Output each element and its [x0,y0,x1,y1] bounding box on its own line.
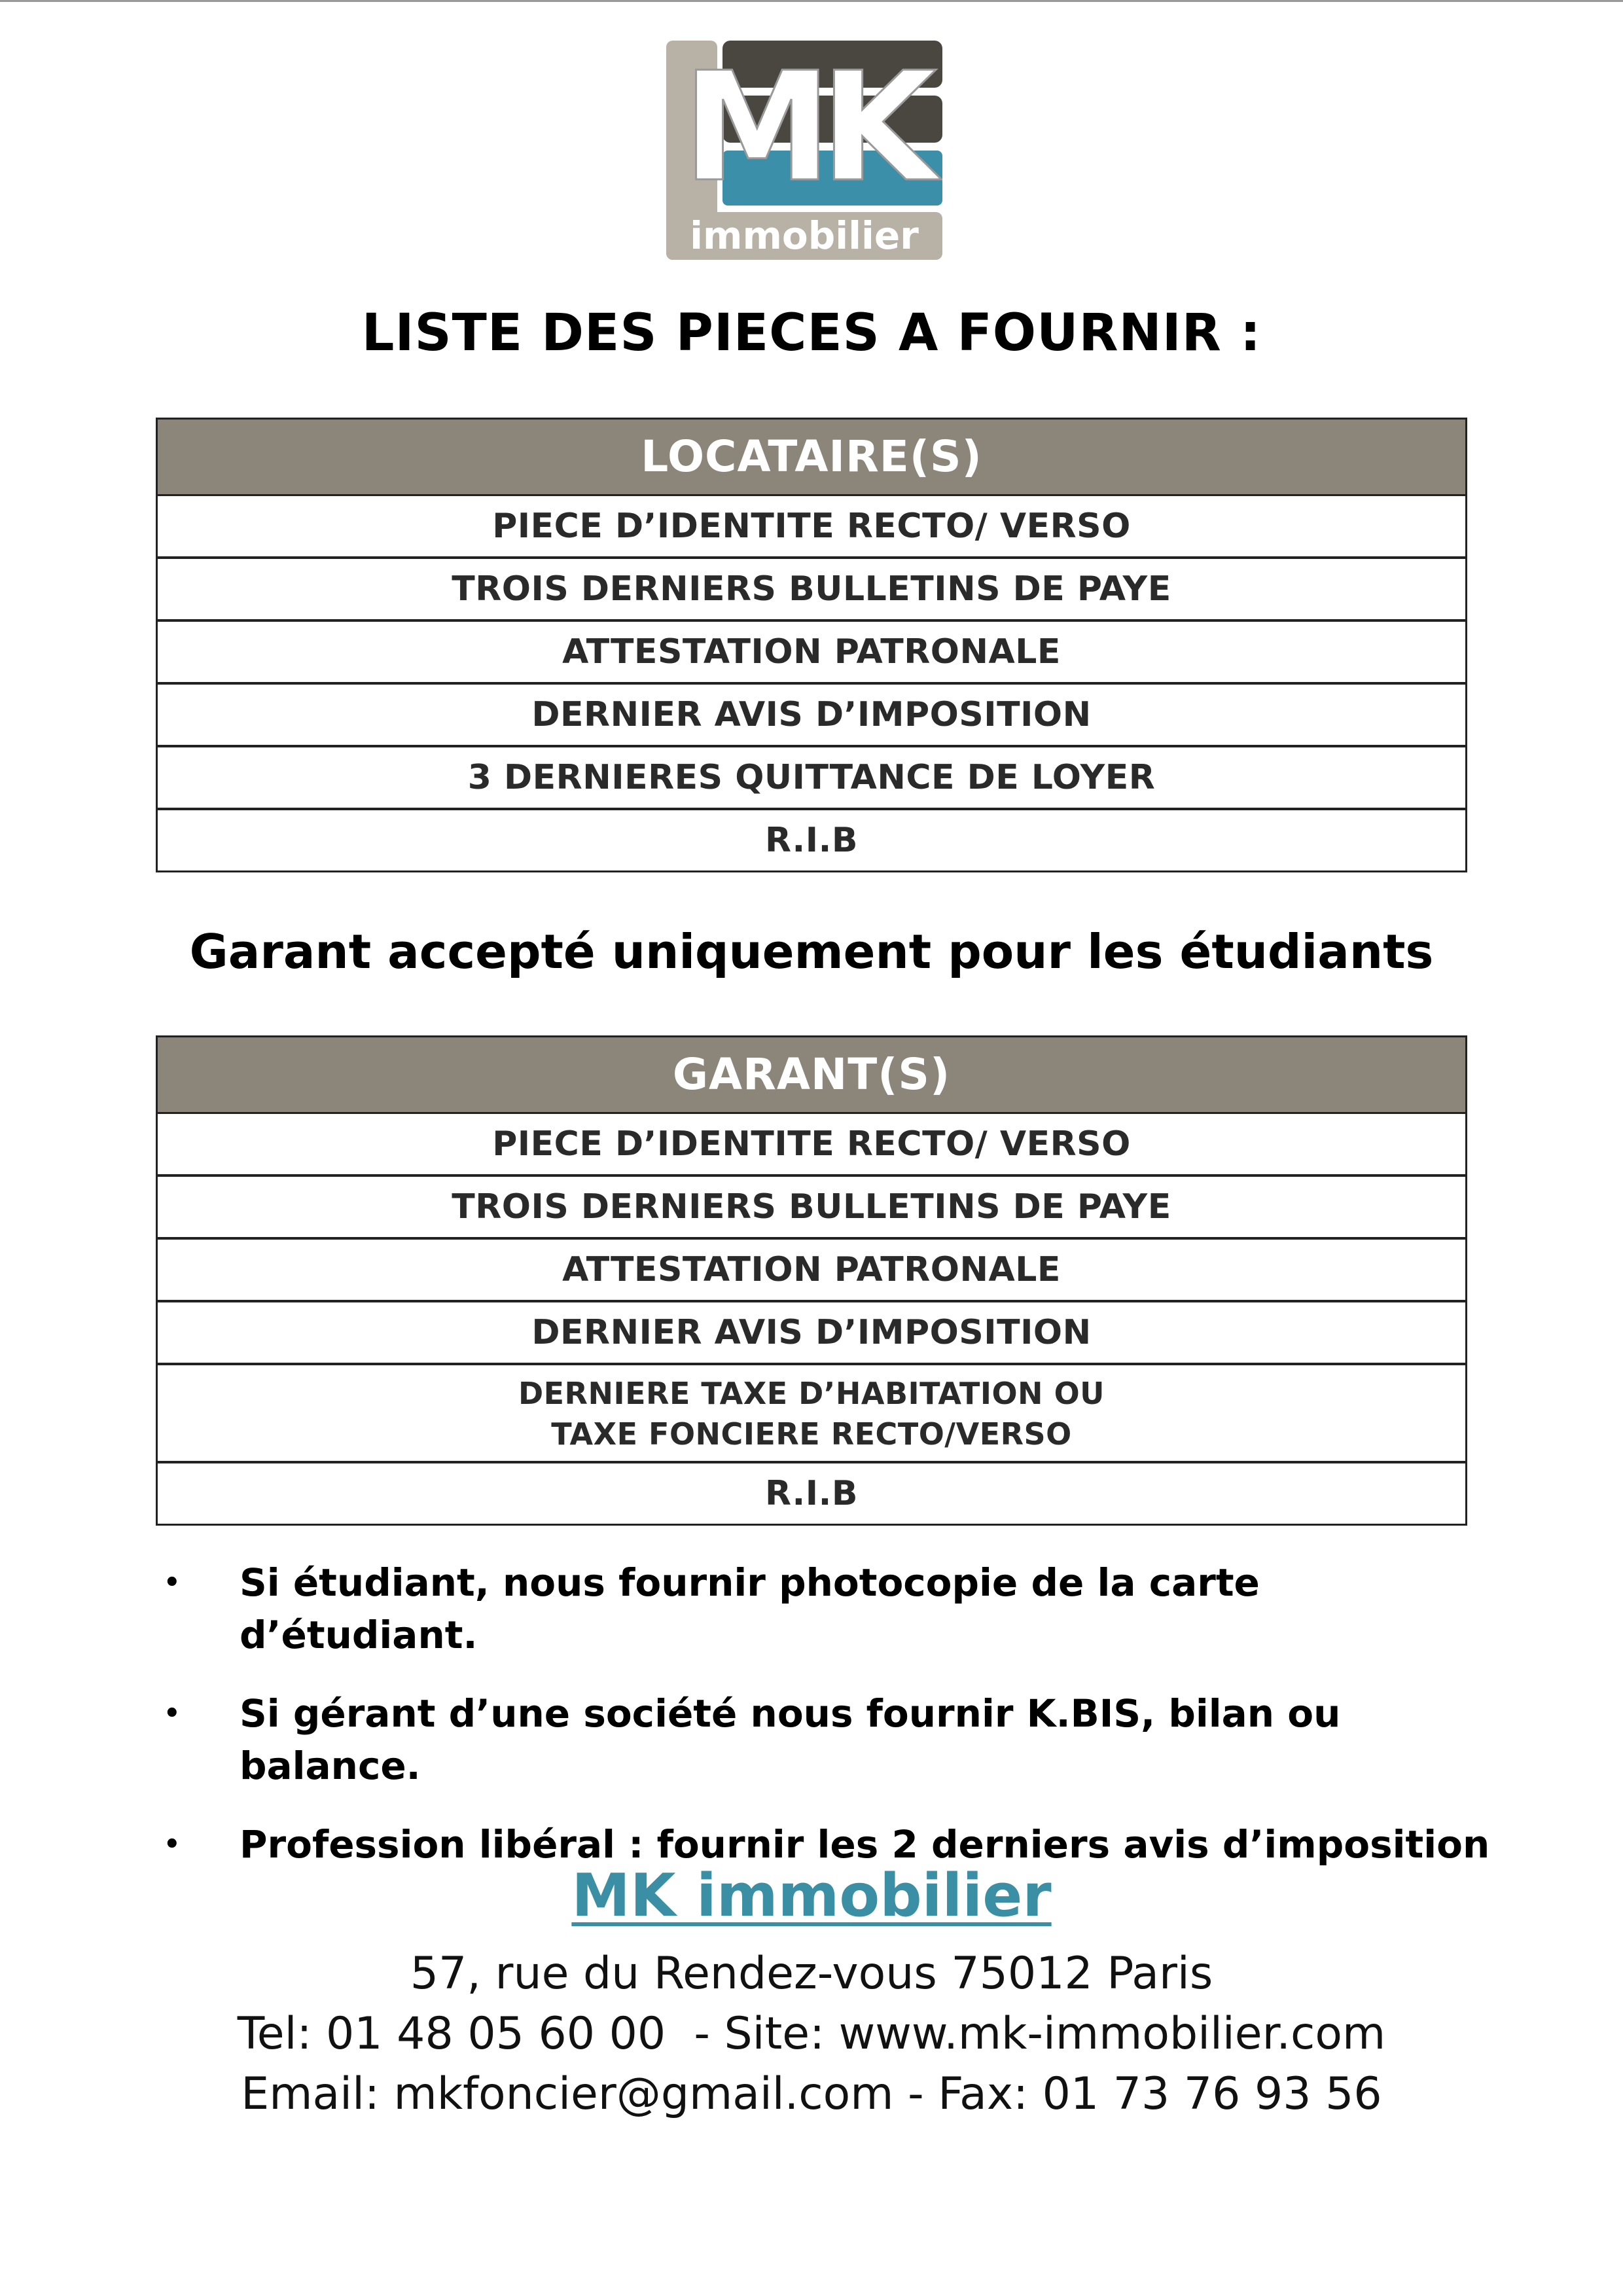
footer [0,1860,1623,2125]
top-rule [0,0,1623,2]
bullet-icon: • [164,1568,181,1598]
list-item-text: Si étudiant, nous fournir photocopie de la carte d’étudiant. [240,1560,1260,1657]
table-row-double [158,1365,1465,1463]
table-row: ATTESTATION PATRONALE [158,1240,1465,1302]
table-row: DERNIER AVIS D’IMPOSITION [158,685,1465,747]
table-row: 3 DERNIERES QUITTANCE DE LOYER [158,747,1465,810]
table-row: PIECE D’IDENTITE RECTO/ VERSO [158,496,1465,559]
list-item [156,1687,1491,1792]
page-title: LISTE DES PIECES A FOURNIR : [361,304,1262,363]
email-fax-line: Email: mkfoncier@gmail.com - Fax: 01 73 76 93 56 [241,2068,1382,2120]
conditions-list [156,1556,1491,1897]
logo-word: immobilier [690,213,919,258]
garants-table [156,1035,1467,1526]
garants-table-header: GARANT(S) [158,1037,1465,1114]
table-row: R.I.B [765,1474,858,1513]
table-row: DERNIER AVIS D’IMPOSITION [158,1302,1465,1365]
garant-note: Garant accepté uniquement pour les étudiants [189,924,1434,979]
table-row-line: TAXE FONCIERE RECTO/VERSO [551,1416,1072,1452]
list-item [156,1556,1491,1661]
list-item-text: Si gérant d’une société nous fournir K.BIS, bilan ou balance. [240,1691,1341,1788]
company-link[interactable]: MK immobilier [571,1861,1052,1930]
mk-logo [666,41,942,260]
logo-letters: MK [682,41,925,215]
table-row: ATTESTATION PATRONALE [158,622,1465,685]
table-row-line: DERNIERE TAXE D’HABITATION OU [518,1376,1105,1411]
table-row: R.I.B [765,821,858,860]
table-row: TROIS DERNIERS BULLETINS DE PAYE [158,1177,1465,1240]
address: 57, rue du Rendez-vous 75012 Paris [410,1948,1213,2000]
bullet-icon: • [164,1829,181,1859]
bullet-icon: • [164,1698,181,1729]
contact-line: Tel: 01 48 05 60 00 - Site: www.mk-immobilier.com [237,2008,1386,2060]
table-row: PIECE D’IDENTITE RECTO/ VERSO [158,1114,1465,1177]
list-item-text: Profession libéral : fournir les 2 derniers avis d’imposition [240,1822,1490,1867]
table-row: TROIS DERNIERS BULLETINS DE PAYE [158,559,1465,622]
locataires-table [156,418,1467,872]
locataires-table-header: LOCATAIRE(S) [158,420,1465,496]
